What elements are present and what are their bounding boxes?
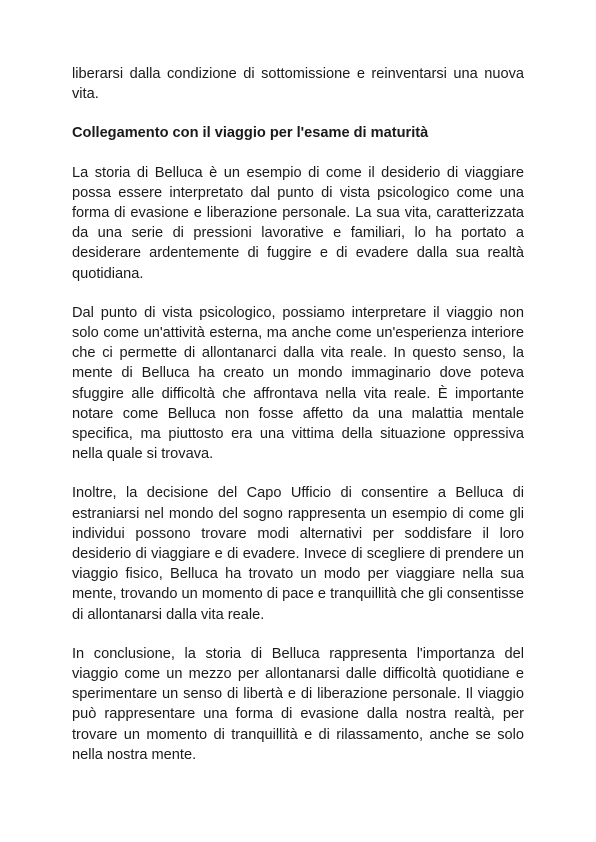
intro-fragment: liberarsi dalla condizione di sottomissione e reinventarsi una nuova vita. — [72, 66, 524, 103]
paragraph-1: La storia di Belluca è un esempio di come il desiderio di viaggiare possa essere interpretato dal punto di vista psicologico come una forma di evasione e liberazione personale. La sua vita, caratterizzata da una serie di pressioni lavorative e familiari, lo ha portato a desiderare ardentemente di fuggire e di evadere dalla sua realtà quotidiana. — [72, 164, 524, 282]
paragraph-2: Dal punto di vista psicologico, possiamo interpretare il viaggio non solo come un'attività esterna, ma anche come un'esperienza interiore che ci permette di allontanarci dalla vita reale. In questo senso, la mente di Belluca ha creato un mondo immaginario dove poteva sfuggire alle difficoltà che affrontava nella vita reale. È importante notare come Belluca non fosse affetto da una malattia mentale specifica, ma piuttosto era una vittima della situazione oppressiva nella quale si trovava. — [72, 304, 524, 463]
document-page — [72, 64, 524, 784]
section-heading: Collegamento con il viaggio per l'esame di maturità — [72, 125, 429, 142]
paragraph-3: Inoltre, la decisione del Capo Ufficio di consentire a Belluca di estraniarsi nel mondo del sogno rappresenta un esempio di come gli individui possono trovare modi alternativi per soddisfare il loro desiderio di viaggiare e di evadere. Invece di scegliere di prendere un viaggio fisico, Belluca ha trovato un modo per viaggiare nella sua mente, trovando un momento di pace e tranquillità che gli consentisse di allontanarsi dalla vita reale. — [72, 485, 524, 623]
paragraph-4: In conclusione, la storia di Belluca rappresenta l'importanza del viaggio come un mezzo per allontanarsi dalle difficoltà quotidiane e sperimentare un senso di libertà e di liberazione personale. Il viaggio può rappresentare una forma di evasione dalla nostra realtà, per trovare un momento di tranquillità e di rilassamento, anche se solo nella nostra mente. — [72, 645, 524, 763]
